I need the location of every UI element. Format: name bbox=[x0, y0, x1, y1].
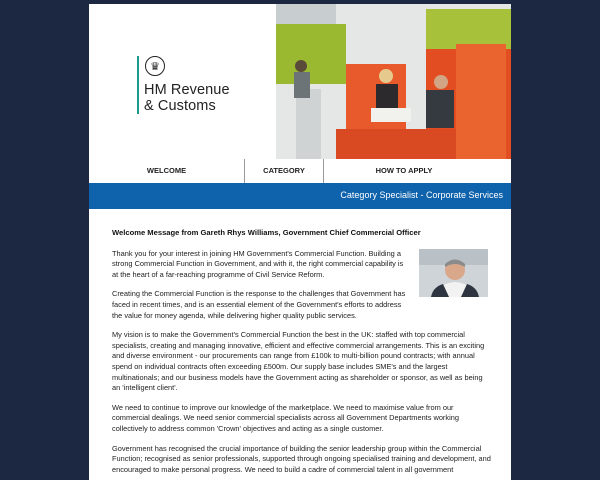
page bbox=[89, 4, 511, 480]
crown-crest-icon: ♛ bbox=[145, 56, 165, 76]
main-nav bbox=[89, 159, 511, 184]
title-banner bbox=[89, 183, 511, 209]
paragraph: Government has recognised the crucial importance of building the senior leadership group within the Commercial Function; recognised as senior professionals, supported through ongoing specialised training and development, and encouraged to make personal progress. We need to build a cadre of commercial talent in all government bbox=[112, 443, 491, 474]
logo-text-line2: & Customs bbox=[144, 98, 216, 114]
paragraph: My vision is to make the Government's Commercial Function the best in the UK: staffed with top commercial specialists, creating and managing innovative, efficient and effective commercial arrangements. This is an exciting and diverse environment - our procurements can range from £100k to multi-billion pound contracts; with annual spend on individual contracts often exceeding £500m. Our supply base includes SME's and the largest multinationals; and our business models have the Government acting as shareholder or sponsor, as well as being an 'intelligent client'. bbox=[112, 330, 485, 393]
welcome-content bbox=[112, 228, 492, 480]
header bbox=[89, 4, 511, 159]
portrait-photo bbox=[419, 249, 488, 297]
office-photo bbox=[276, 4, 511, 159]
banner-title: Category Specialist - Corporate Services bbox=[340, 190, 503, 200]
nav-category-specialist[interactable]: CATEGORY bbox=[263, 166, 305, 175]
logo-accent-bar bbox=[137, 56, 139, 114]
welcome-heading: Welcome Message from Gareth Rhys Williams, Government Chief Commercial Officer bbox=[112, 228, 421, 237]
hmrc-logo[interactable] bbox=[89, 4, 276, 159]
nav-how-to-apply[interactable]: HOW TO APPLY bbox=[375, 166, 433, 175]
paragraph: We need to continue to improve our knowledge of the marketplace. We need to maximise value from our commercial dealings. We need senior commercial specialists across all Government Departments working collectively to address common 'Crown' objectives and acting as a single customer. bbox=[112, 402, 459, 433]
logo-text-line1: HM Revenue bbox=[144, 82, 230, 98]
nav-welcome[interactable]: WELCOME bbox=[146, 166, 187, 175]
paragraph: Thank you for your interest in joining HM Government's Commercial Function. Building a strong Commercial Function in Government, and with it, the right commercial capability is at the heart of a far-reaching programme of Civil Service Reform. bbox=[112, 248, 404, 279]
paragraph: Creating the Commercial Function is the response to the challenges that Government has faced in recent times, and is an essential element of the Government's efforts to address the value for money agenda, while delivering higher quality public services. bbox=[112, 289, 406, 320]
